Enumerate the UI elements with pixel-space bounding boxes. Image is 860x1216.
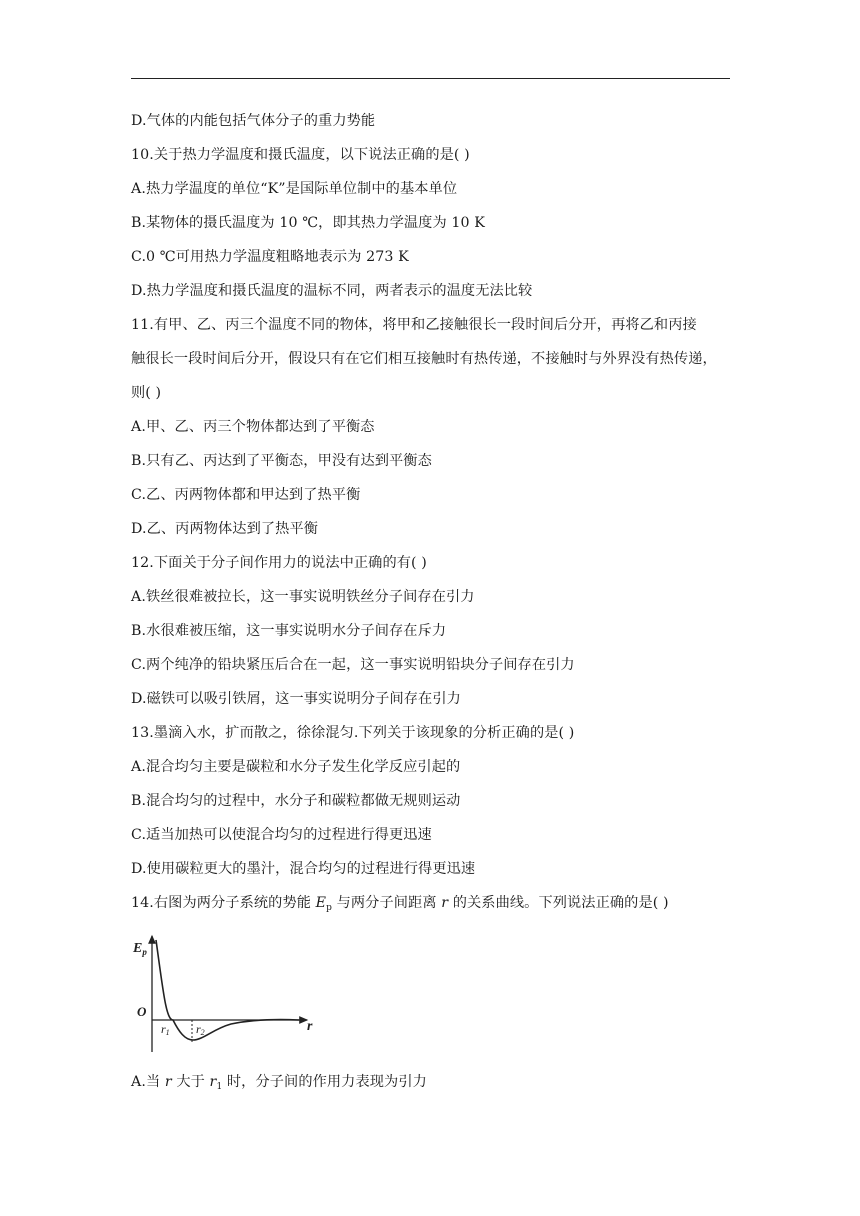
q9-option-d: D.气体的内能包括气体分子的重力势能 [131, 113, 376, 129]
q14-option-a [131, 1072, 731, 1097]
r2-label: r2 [196, 1022, 205, 1037]
x-axis-label: r [307, 1019, 313, 1034]
q14-r-symbol: r [441, 895, 449, 911]
q14-stem-part1: 14.右图为两分子系统的势能 [131, 895, 316, 911]
q14-stem-part3: 的关系曲线。下列说法正确的是( ) [448, 895, 669, 911]
q12-option-a: A.铁丝很难被拉长，这一事实说明铁丝分子间存在引力 [131, 589, 475, 605]
q10-option-b: B.某物体的摄氏温度为 10 ℃，即其热力学温度为 10 K [131, 215, 485, 231]
q14-a-part1: A.当 [131, 1074, 165, 1090]
q11-option-b: B.只有乙、丙达到了平衡态，甲没有达到平衡态 [131, 453, 432, 469]
q11-option-c: C.乙、丙两物体都和甲达到了热平衡 [131, 487, 361, 503]
q12-option-b: B.水很难被压缩，这一事实说明水分子间存在斥力 [131, 623, 447, 639]
q10-option-d: D.热力学温度和摄氏温度的温标不同，两者表示的温度无法比较 [131, 283, 533, 299]
potential-energy-graph [131, 930, 331, 1058]
q10-stem: 10.关于热力学温度和摄氏温度，以下说法正确的是( ) [131, 147, 470, 163]
q14-a-r1-subscript: 1 [216, 1082, 223, 1092]
y-axis-label: $E_p$ [133, 941, 147, 957]
potential-energy-figure [131, 930, 331, 1058]
q13-option-a: A.混合均匀主要是碳粒和水分子发生化学反应引起的 [131, 759, 461, 775]
q14-stem-part2: 与两分子间距离 [331, 895, 442, 911]
q11-stem-line-3: 则( ) [131, 385, 162, 401]
q14-a-r1-symbol: r [209, 1074, 217, 1090]
r1-label: r1 [161, 1022, 170, 1037]
q11-option-d: D.乙、丙两物体达到了热平衡 [131, 521, 319, 537]
q12-stem: 12.下面关于分子间作用力的说法中正确的有( ) [131, 555, 427, 571]
q14-a-r-symbol: r [164, 1074, 172, 1090]
q13-option-d: D.使用碳粒更大的墨汁，混合均匀的过程进行得更迅速 [131, 861, 476, 877]
q13-option-c: C.适当加热可以使混合均匀的过程进行得更迅速 [131, 827, 432, 843]
q11-stem-line-1: 11.有甲、乙、丙三个温度不同的物体，将甲和乙接触很长一段时间后分开，再将乙和丙接 [131, 317, 697, 333]
potential-curve [156, 940, 299, 1040]
q14-stem [131, 893, 731, 918]
q14-a-part2: 大于 [171, 1074, 210, 1090]
q13-stem: 13.墨滴入水，扩而散之，徐徐混匀.下列关于该现象的分析正确的是( ) [131, 725, 575, 741]
q10-option-a: A.热力学温度的单位“K”是国际单位制中的基本单位 [131, 181, 458, 197]
header-rule [131, 78, 730, 79]
q10-option-c: C.0 ℃可用热力学温度粗略地表示为 273 K [131, 249, 409, 265]
q12-option-c: C.两个纯净的铅块紧压后合在一起，这一事实说明铅块分子间存在引力 [131, 657, 575, 673]
q14-ep-subscript: p [326, 903, 332, 913]
q11-stem-line-2: 触很长一段时间后分开，假设只有在它们相互接触时有热传递，不接触时与外界没有热传递， [131, 351, 717, 367]
q14-ep-symbol: E [315, 895, 327, 911]
q13-option-b: B.混合均匀的过程中，水分子和碳粒都做无规则运动 [131, 793, 461, 809]
origin-label: O [137, 1004, 147, 1019]
q12-option-d: D.磁铁可以吸引铁屑，这一事实说明分子间存在引力 [131, 691, 461, 707]
q14-a-part3: 时，分子间的作用力表现为引力 [222, 1074, 427, 1090]
q11-option-a: A.甲、乙、丙三个物体都达到了平衡态 [131, 419, 375, 435]
